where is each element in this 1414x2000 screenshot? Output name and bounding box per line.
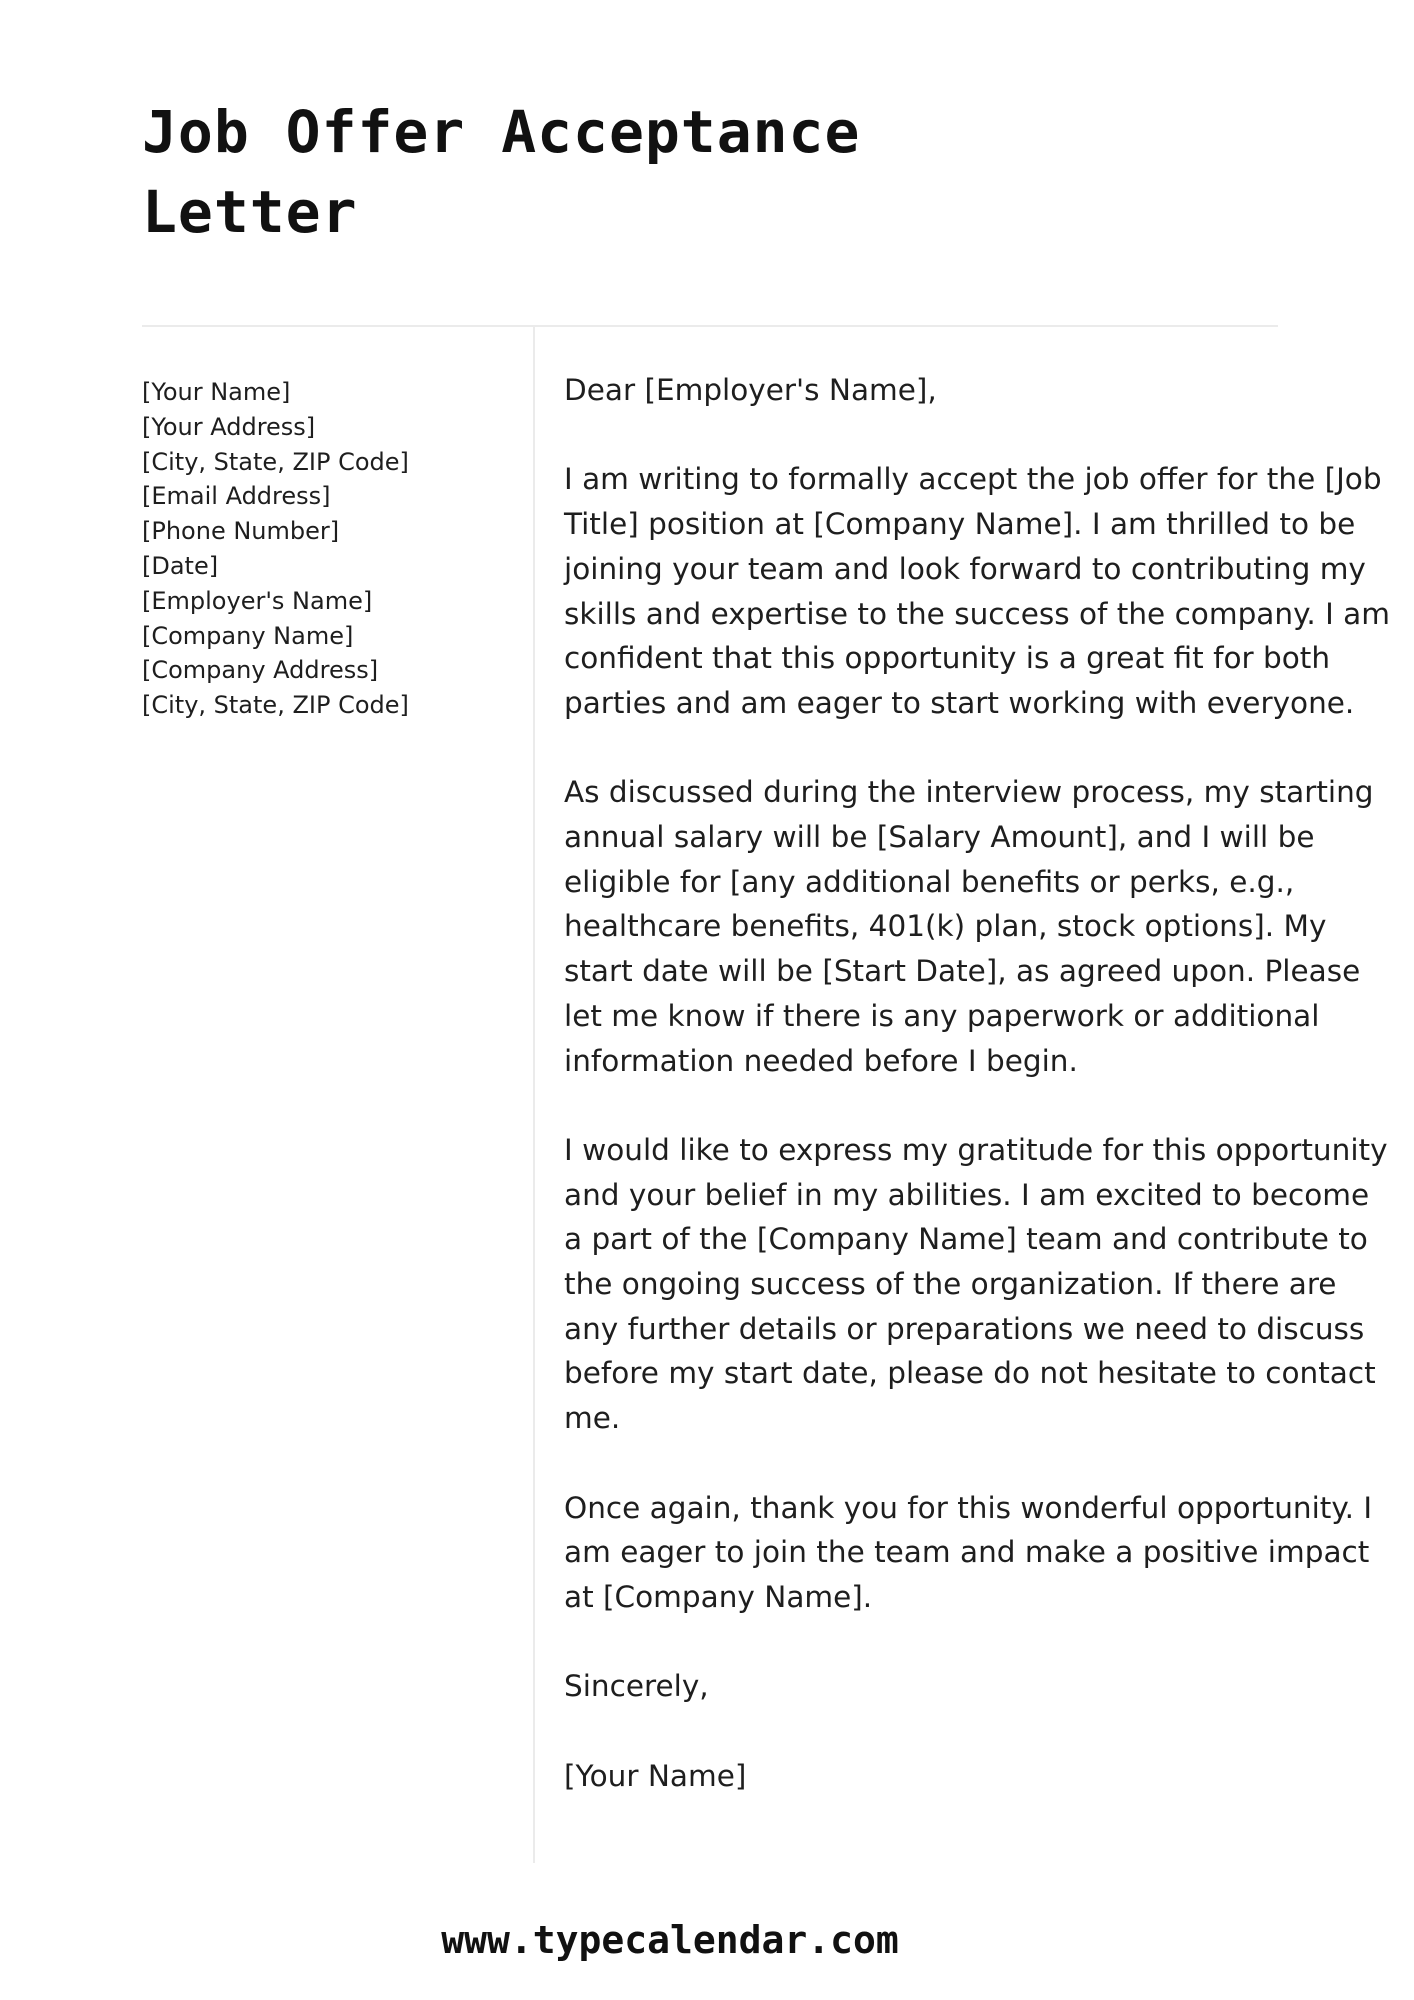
sender-line-email: [Email Address] [142,482,331,511]
page-title-line-1: Job Offer Acceptance [142,98,861,166]
page-title [142,92,1042,252]
letter-paragraph: I would like to express my gratitude for this opportunity and your belief in my abilities. I am excited to become a part of the [Company Name] team and contribute to the ongoing success of the organization. If there are any further details or preparations we need to discuss before my start date, please do not hesitate to contact me. [564,1132,1388,1436]
letter-signature: [Your Name] [564,1758,747,1793]
letter-paragraph: As discussed during the interview process, my starting annual salary will be [Salary Amount], and I will be eligible for [any additional benefits or perks, e.g., healthcare benefits, 401(k) plan, stock options]. My start date will be [Start Date], as agreed upon. Please let me know if there is any paperwork or additional information needed before I begin. [564,775,1374,1078]
letter-paragraph: I am writing to formally accept the job offer for the [Job Title] position at [Company Name]. I am thrilled to be joining your team and look forward to contributing my skills and expertise to the success of the company. I am confident that this opportunity is a great fit for both parties and am eager to start working with everyone. [564,462,1390,720]
sender-line-city-state-zip: [City, State, ZIP Code] [142,447,409,476]
recipient-line-employer-name: [Employer's Name] [142,586,373,615]
recipient-line-city-state-zip: [City, State, ZIP Code] [142,691,409,720]
letter-salutation: Dear [Employer's Name], [564,373,937,407]
footer-website: www.typecalendar.com [441,1918,899,1962]
sender-line-your-name: [Your Name] [142,378,291,406]
column-divider [533,327,535,1863]
sender-address-block [142,375,522,723]
letter-paragraph: Once again, thank you for this wonderful opportunity. I am eager to join the team and make a positive impact at [Company Name]. [564,1490,1373,1614]
sender-line-phone: [Phone Number] [142,517,340,546]
recipient-line-company-name: [Company Name] [142,621,354,650]
letter-closing: Sincerely, [564,1669,709,1704]
page-title-line-2: Letter [142,178,358,246]
sender-line-your-address: [Your Address] [142,412,316,441]
letter-body [564,368,1394,1798]
recipient-line-company-address: [Company Address] [142,656,379,685]
header-divider [142,325,1278,327]
sender-line-date: [Date] [142,551,219,580]
